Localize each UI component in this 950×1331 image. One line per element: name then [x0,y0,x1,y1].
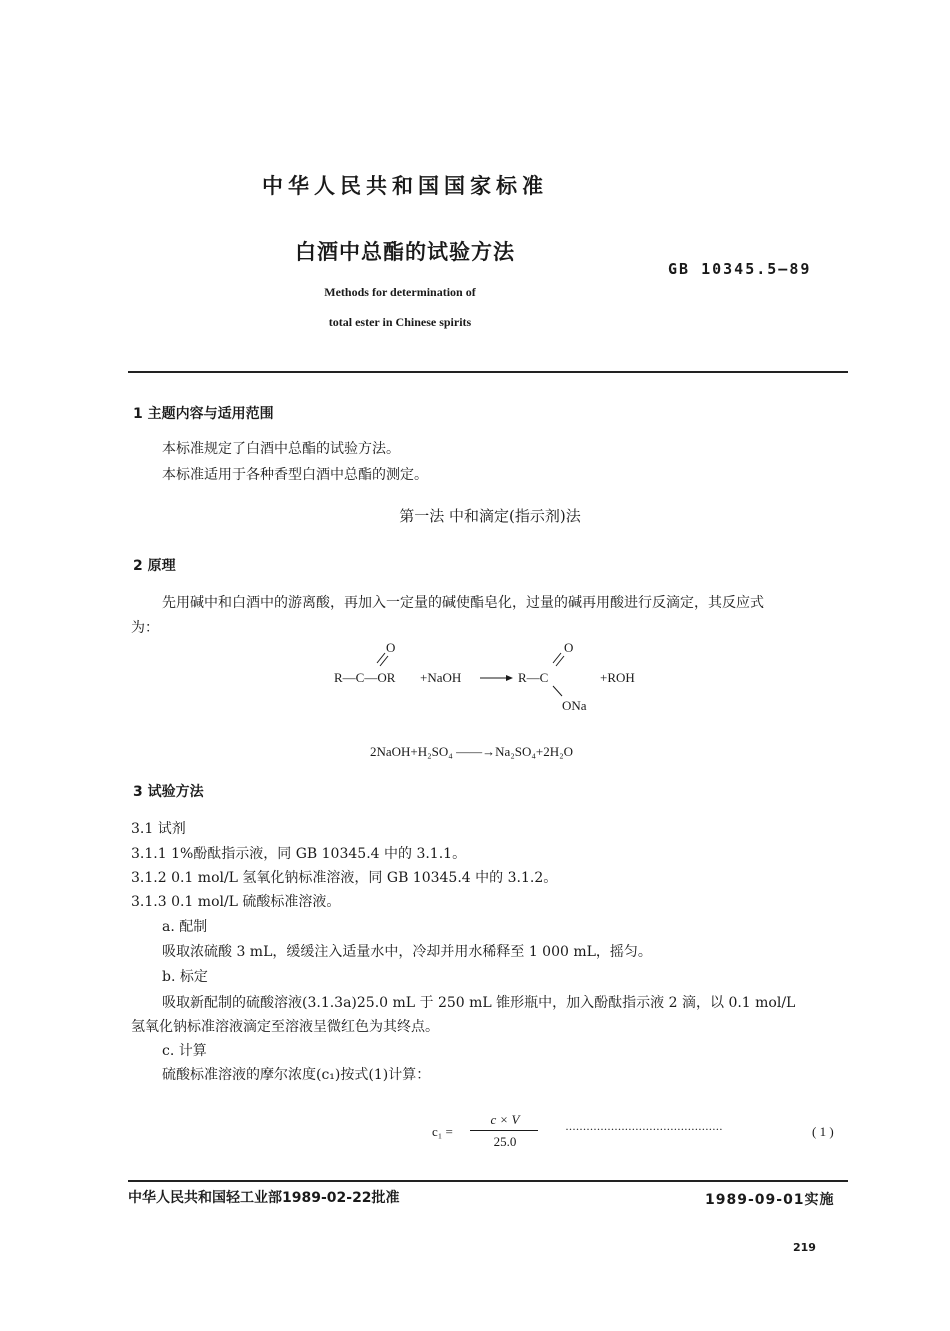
saponification-reaction [320,638,660,718]
reaction-arrow-head [506,675,513,681]
footer-divider [128,1180,848,1182]
method-title: 第一法 中和滴定(指示剂)法 [399,507,581,525]
product-acyl: R—C [518,670,549,685]
item-b-label: b. 标定 [162,969,208,985]
product-alcohol: +ROH [600,670,635,685]
principle-text-line2: 为： [131,620,159,636]
section-1-paragraph-1: 本标准规定了白酒中总酯的试验方法。 [162,441,400,457]
english-title-line1: Methods for determination of [324,285,476,299]
approval-statement: 中华人民共和国轻工业部1989-02-22批准 [128,1190,400,1206]
item-c-text: 硫酸标准溶液的摩尔浓度(c₁)按式(1)计算： [162,1067,431,1083]
section-3-1-2: 3.1.2 0.1 mol/L 氢氧化钠标准溶液，同 GB 10345.4 中的 3.1.2。 [131,870,558,886]
product-single-bond [553,686,562,696]
reactant-ester: R—C—OR [334,670,396,685]
item-c-label: c. 计算 [162,1043,207,1059]
english-title-line2: total ester in Chinese spirits [328,315,472,329]
formula-denominator: 25.0 [493,1134,517,1149]
section-3-heading: 3 试验方法 [133,784,204,800]
page-number: 219 [793,1241,816,1254]
item-a-text: 吸取浓硫酸 3 mL，缓缓注入适量水中，冷却并用水稀释至 1 000 mL，摇匀。 [162,944,652,960]
section-2-heading: 2 原理 [133,558,176,574]
principle-text-line1: 先用碱中和白酒中的游离酸，再加入一定量的碱使酯皂化，过量的碱再用酸进行反滴定，其反应式 [162,595,764,611]
product-carbonyl-oxygen: O [564,640,574,655]
section-1-paragraph-2: 本标准适用于各种香型白酒中总酯的测定。 [162,467,428,483]
formula-lhs: c₁ = [432,1124,453,1139]
formula-number: ( 1 ) [812,1124,834,1139]
fraction-bar [470,1130,538,1131]
document-title: 白酒中总酯的试验方法 [295,240,515,264]
item-b-text-line2: 氢氧化钠标准溶液滴定至溶液呈微红色为其终点。 [131,1019,439,1035]
formula-numerator: c × V [490,1112,520,1127]
section-3-1-reagents: 3.1 试剂 [131,821,186,837]
header-divider [128,371,848,373]
section-3-1-1: 3.1.1 1%酚酞指示液，同 GB 10345.4 中的 3.1.1。 [131,846,467,862]
product-sodium-salt: ONa [562,698,587,713]
reactant-naoh: +NaOH [420,670,462,685]
section-3-1-3: 3.1.3 0.1 mol/L 硫酸标准溶液。 [131,894,341,910]
formula-leader-dots: ············································· [565,1122,723,1136]
item-a-label: a. 配制 [162,919,208,935]
section-1-heading: 1 主题内容与适用范围 [133,406,274,422]
neutralization-reaction: 2NaOH+H₂SO₄ ——→Na₂SO₄+2H₂O [370,744,574,759]
effective-date: 1989-09-01实施 [705,1192,835,1208]
item-b-text-line1: 吸取新配制的硫酸溶液(3.1.3a)25.0 mL 于 250 mL 锥形瓶中，加入酚酞指示液 2 滴，以 0.1 mol/L [162,995,796,1011]
reactant-carbonyl-oxygen: O [386,640,396,655]
country-title: 中华人民共和国国家标准 [262,174,548,198]
document-code: GB 10345.5—89 [668,260,812,278]
